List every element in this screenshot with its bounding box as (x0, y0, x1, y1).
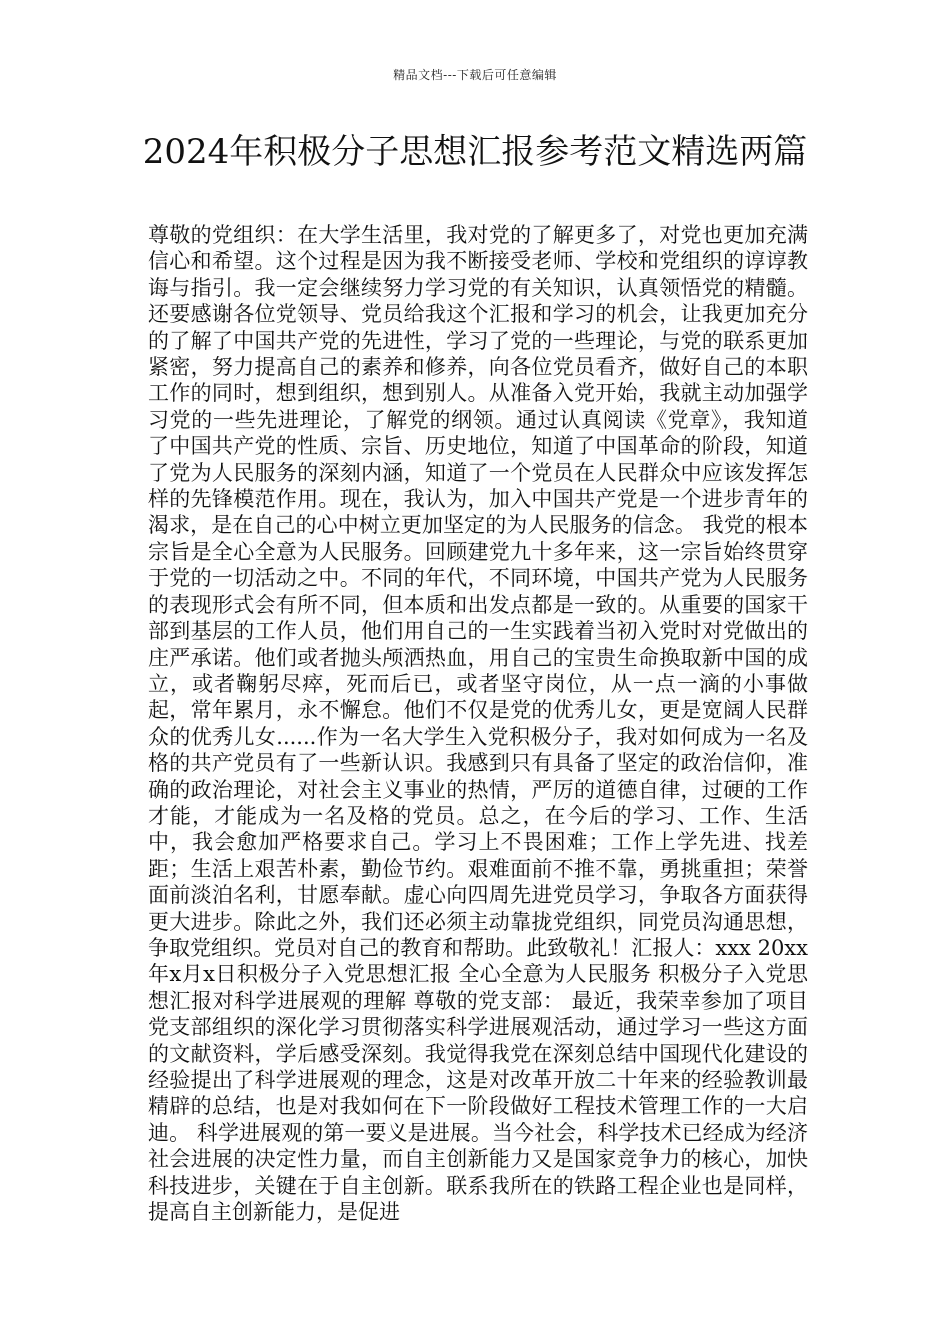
page-header: 精品文档---下载后可任意编辑 (393, 68, 557, 82)
document-title: 2024年积极分子思想汇报参考范文精选两篇 (142, 132, 808, 172)
document-body: 尊敬的党组织：在大学生活里，我对党的了解更多了，对党也更加充满信心和希望。这个过程是因为我不断接受老师、学校和党组织的谆谆教诲与指引。我一定会继续努力学习党的有关知识，认真领悟党的精髓。还要感谢各位党领导、党员给我这个汇报和学习的机会，让我更加充分的了解了中国共产党的先进性，学习了党的一些理论，与党的联系更加紧密，努力提高自己的素养和修养，向各位党员看齐，做好自己的本职工作的同时，想到组织，想到别人。从准备入党开始，我就主动加强学习党的一些先进理论，了解党的纲领。通过认真阅读《党章》，我知道了中国共产党的性质、宗旨、历史地位，知道了中国革命的阶段，知道了党为人民服务的深刻内涵，知道了一个党员在人民群众中应该发挥怎样的先锋模范作用。现在，我认为，加入中国共产党是一个进步青年的渴求，是在自己的心中树立更加坚定的为人民服务的信念。 我党的根本宗旨是全心全意为人民服务。回顾建党九十多年来，这一宗旨始终贯穿于党的一切活动之中。不同的年代，不同环境，中国共产党为人民服务的表现形式会有所不同，但本质和出发点都是一致的。从重要的国家干部到基层的工作人员，他们用自己的一生实践着当初入党时对党做出的庄严承诺。他们或者抛头颅洒热血，用自己的宝贵生命换取新中国的成立，或者鞠躬尽瘁，死而后已，或者坚守岗位，从一点一滴的小事做起，常年累月，永不懈怠。他们不仅是党的优秀儿女，更是宽阔人民群众的优秀儿女......作为一名大学生入党积极分子，我对如何成为一名及格的共产党员有了一些新认识。我感到只有具备了坚定的政治信仰，准确的政治理论，对社会主义事业的热情，严厉的道德自律，过硬的工作才能，才能成为一名及格的党员。总之，在今后的学习、工作、生活中，我会愈加严格要求自己。学习上不畏困难；工作上学先进、找差距；生活上艰苦朴素，勤俭节约。艰难面前不推不靠，勇挑重担；荣誉面前淡泊名利，甘愿奉献。虚心向四周先进党员学习，争取各方面获得更大进步。除此之外，我们还必须主动靠拢党组织，同党员沟通思想，争取党组织。党员对自己的教育和帮助。此致敬礼！汇报人：xxx 20xx年x月x日积极分子入党思想汇报 全心全意为人民服务 积极分子入党思想汇报对科学进展观的理解 尊敬的党支部： 最近，我荣幸参加了项目党支部组织的深化学习贯彻落实科学进展观活动，通过学习一些这方面的文献资料，学后感受深刻。我觉得我党在深刻总结中国现代化建设的经验提出了科学进展观的理念，这是对改革开放二十年来的经验教训最精辟的总结，也是对我如何在下一阶段做好工程技术管理工作的一大启迪。 科学进展观的第一要义是进展。当今社会，科学技术已经成为经济社会进展的决定性力量，而自主创新能力又是国家竞争力的核心，加快科技进步，关键在于自主创新。联系我所在的铁路工程企业也是同样，提高自主创新能力，是促进 (148, 223, 808, 1225)
